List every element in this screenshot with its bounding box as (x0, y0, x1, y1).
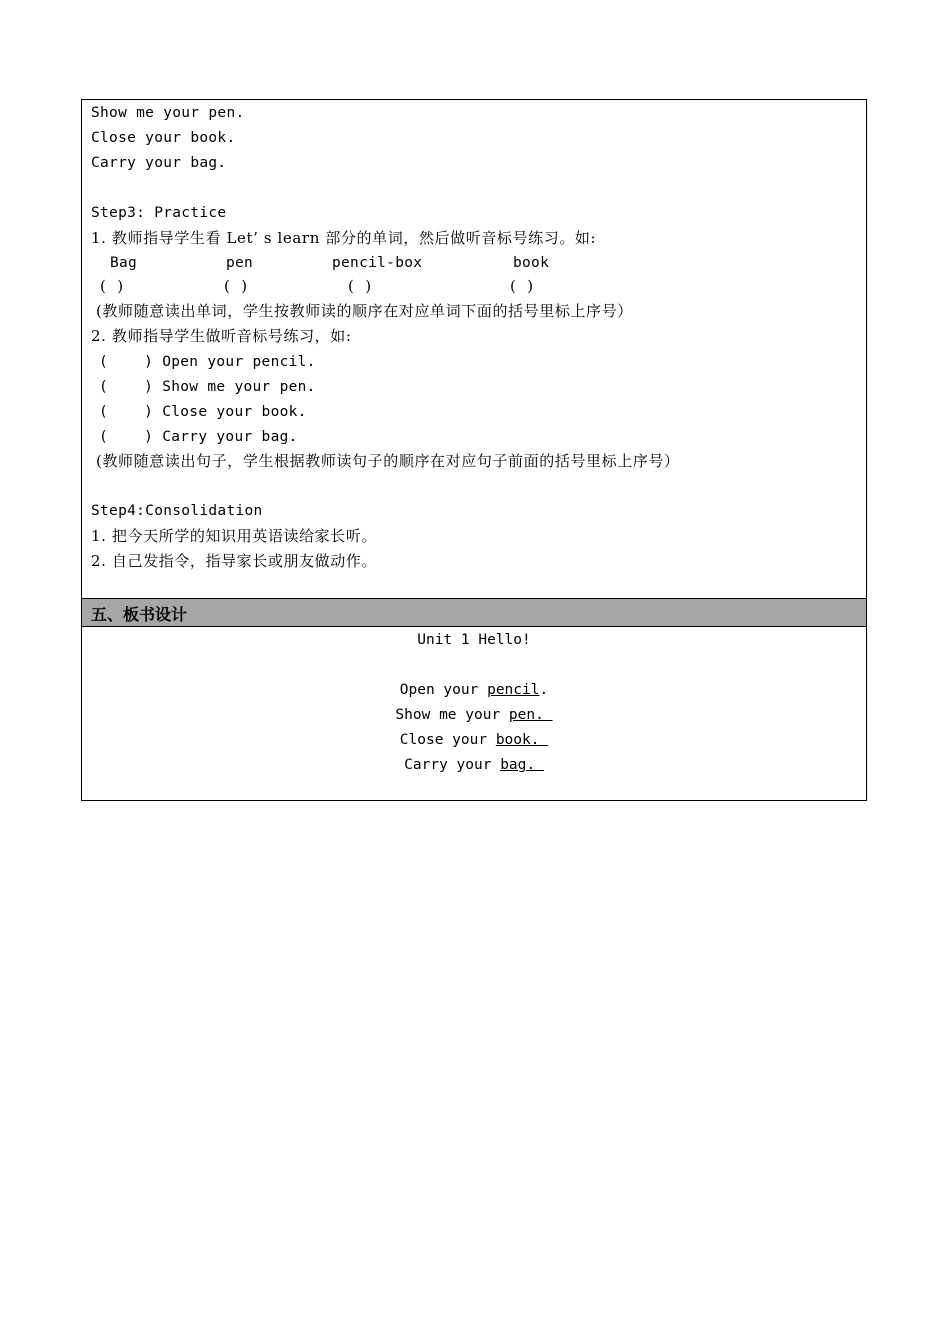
text-line: 1. 把今天所学的知识用英语读给家长听。 (91, 527, 378, 545)
procedure-cell (82, 100, 866, 598)
text-line: 2. 教师指导学生做听音标号练习，如: (91, 327, 352, 345)
text-line: (教师随意读出单词，学生按教师读的顺序在对应单词下面的括号里标上序号） (96, 302, 633, 320)
word-bag: Bag (110, 255, 138, 271)
word-book: book (513, 255, 550, 271)
word-pencil-box: pencil-box (332, 255, 423, 271)
bracket: ( ) (348, 277, 372, 295)
board-row: Show me your pen. (395, 707, 553, 723)
bracket: ( ) (224, 277, 248, 295)
board-row: Carry your bag. (404, 757, 544, 773)
text-line: ( ) Close your book. (99, 404, 307, 420)
text-line: 1. 教师指导学生看 Let’ s learn 部分的单词，然后做听音标号练习。如: (91, 229, 597, 247)
bracket: ( ) (510, 277, 534, 295)
word-pen: pen (226, 255, 254, 271)
text-line: ( ) Open your pencil. (99, 354, 316, 370)
text-line: Carry your bag. (91, 155, 227, 171)
board-row: Close your book. (399, 732, 549, 748)
section-title: 五、板书设计 (91, 605, 188, 624)
bracket: ( ) (100, 277, 124, 295)
section-header (82, 598, 866, 627)
board-row: Open your pencil. (399, 682, 549, 698)
text-line: Show me your pen. (91, 105, 245, 121)
step3-heading: Step3: Practice (91, 205, 227, 221)
text-line: (教师随意读出句子，学生根据教师读句子的顺序在对应句子前面的括号里标上序号） (96, 452, 680, 470)
lesson-table (81, 99, 867, 801)
text-line: 2. 自己发指令，指导家长或朋友做动作。 (91, 552, 378, 570)
text-line: ( ) Carry your bag. (99, 429, 298, 445)
step4-heading: Step4:Consolidation (91, 503, 263, 519)
text-line: Close your book. (91, 130, 236, 146)
text-line: ( ) Show me your pen. (99, 379, 316, 395)
board-title: Unit 1 Hello! (417, 632, 531, 648)
